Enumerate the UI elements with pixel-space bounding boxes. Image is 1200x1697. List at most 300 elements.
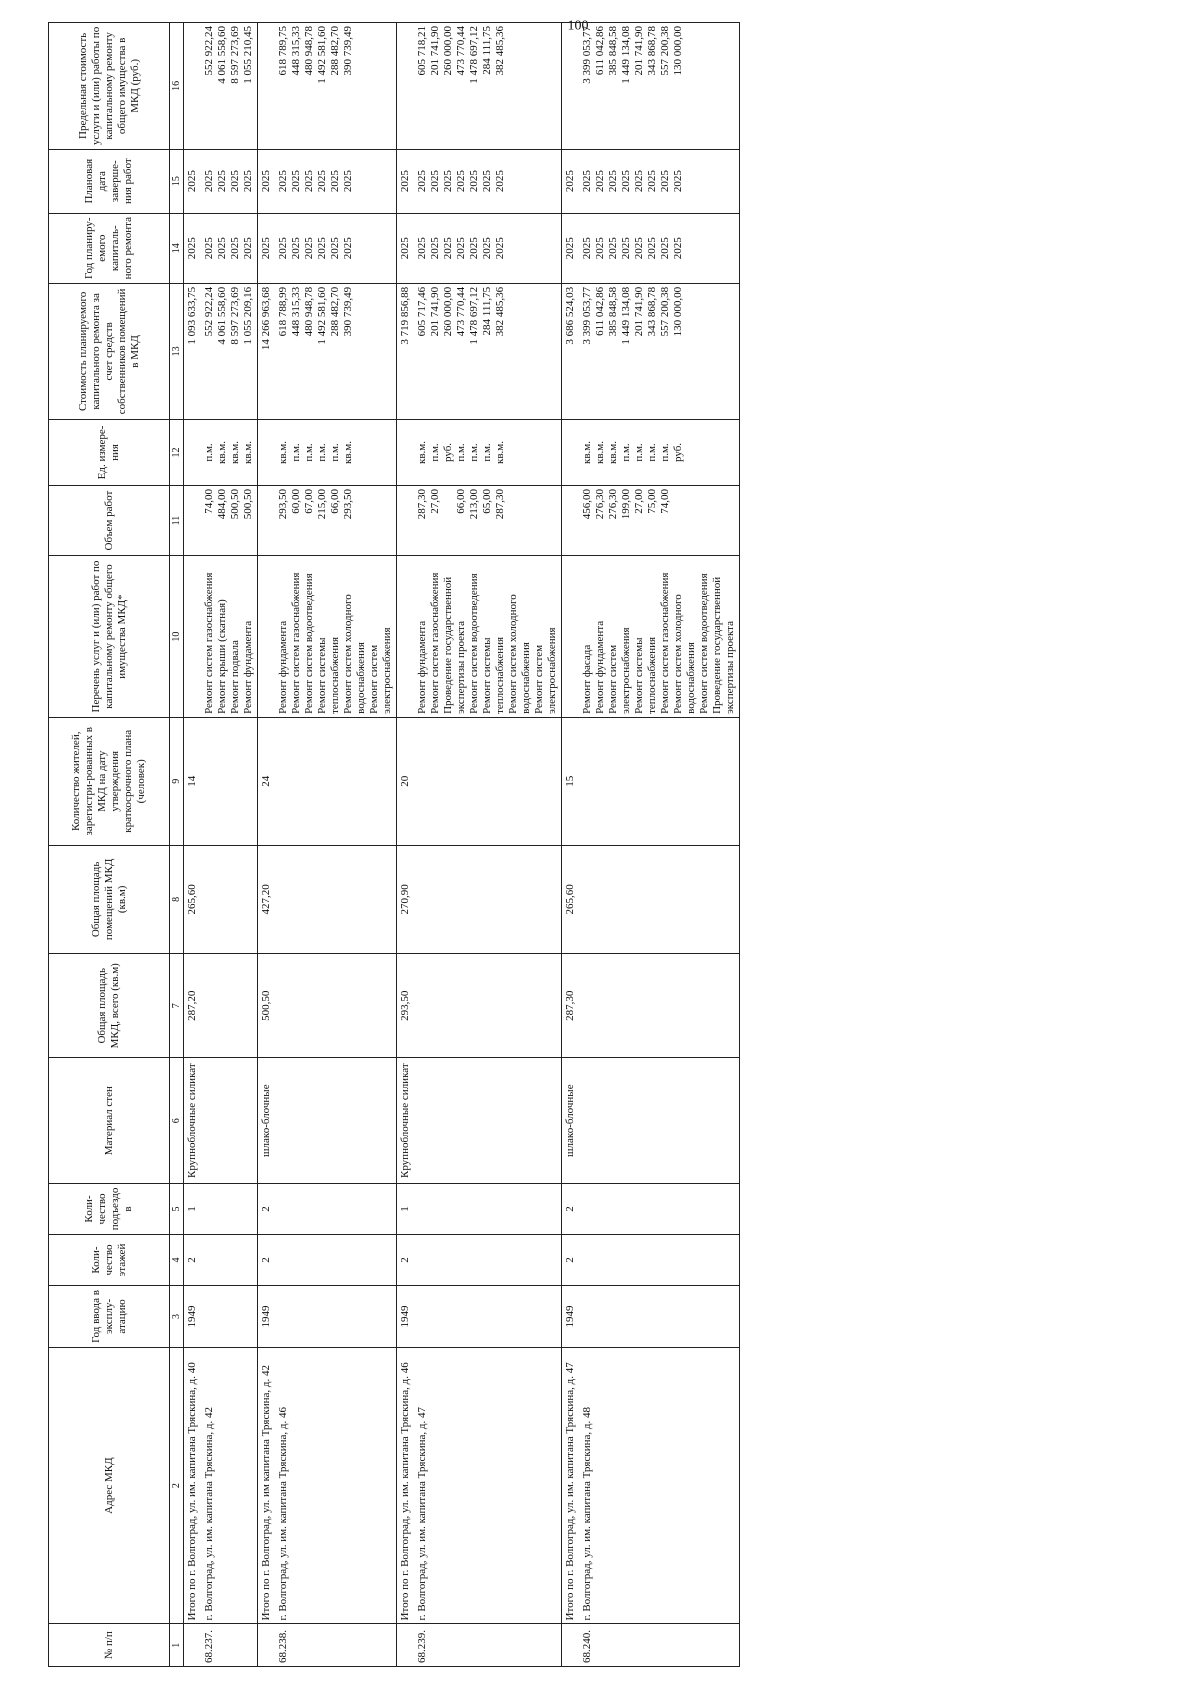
row-number: 68.239. — [414, 1624, 562, 1667]
entrances-count: 2 — [258, 1183, 276, 1234]
object-row — [201, 23, 258, 1667]
unit-value: п.м. — [620, 443, 632, 462]
date-value: 2025 — [581, 170, 593, 193]
unit-value: п.м. — [468, 443, 480, 462]
column-number: 12 — [170, 420, 184, 486]
empty-cell — [201, 954, 258, 1058]
unit-value: кв.м. — [607, 440, 619, 464]
column-number: 13 — [170, 283, 184, 419]
column-number: 4 — [170, 1235, 184, 1286]
row-number: 68.240. — [579, 1624, 740, 1667]
cost-value: 201 741,90 — [633, 286, 645, 337]
total-row — [562, 23, 580, 1667]
year-value: 2025 — [468, 237, 480, 260]
column-number: 2 — [170, 1347, 184, 1624]
header-row — [49, 23, 170, 1667]
empty-cell — [579, 954, 740, 1058]
limit-value: 4 061 558,60 — [216, 26, 228, 84]
cost-value: 385 848,58 — [607, 286, 619, 337]
unit-value: кв.м. — [581, 440, 593, 464]
date-value: 2025 — [342, 170, 354, 193]
residents-count: 15 — [562, 717, 580, 845]
cost-value: 1 478 697,12 — [468, 286, 480, 345]
year-value: 2025 — [442, 237, 454, 260]
work-item: Ремонт систем холодного водоснабжения — [342, 594, 367, 714]
unit-value: п.м. — [455, 443, 467, 462]
total-label: Итого по г. Волгоград, ул. им. капитана Тряскина, д. 40 — [184, 1347, 202, 1624]
header-cell: Объем работ — [49, 485, 170, 555]
volume-value: 199,00 — [620, 488, 632, 520]
plan-year: 2025 — [397, 213, 415, 283]
unit-value: руб. — [442, 442, 454, 463]
date-value: 2025 — [203, 170, 215, 193]
empty-cell — [201, 1183, 258, 1234]
units-list — [414, 420, 562, 486]
work-item: Ремонт фундамента — [277, 620, 289, 714]
cost-value: 201 741,90 — [429, 286, 441, 337]
empty-cell — [414, 717, 562, 845]
year-value: 2025 — [342, 237, 354, 260]
date-value: 2025 — [594, 170, 606, 193]
object-row — [275, 23, 397, 1667]
column-number: 1 — [170, 1624, 184, 1667]
cost-value: 605 717,46 — [416, 286, 428, 337]
work-item: Ремонт систем водоотведения — [698, 573, 710, 714]
object-address: г. Волгоград, ул. им. капитана Тряскина, д. 48 — [579, 1347, 740, 1624]
cost-value: 618 788,99 — [277, 286, 289, 337]
work-item: Ремонт фундамента — [594, 620, 606, 714]
year-value: 2025 — [242, 237, 254, 260]
object-address: г. Волгоград, ул. им. капитана Тряскина, д. 46 — [275, 1347, 397, 1624]
volume-value: 27,00 — [633, 488, 645, 514]
work-item: Ремонт систем электроснабжения — [607, 627, 632, 714]
work-item: Ремонт систем газоснабжения — [429, 572, 441, 714]
year-value: 2025 — [329, 237, 341, 260]
year-value: 2025 — [481, 237, 493, 260]
cost-value: 1 055 209,16 — [242, 286, 254, 345]
year-value: 2025 — [646, 237, 658, 260]
limits-list — [201, 23, 258, 150]
work-item: Ремонт систем водоотведения — [303, 573, 315, 714]
total-row — [397, 23, 415, 1667]
date-value: 2025 — [303, 170, 315, 193]
empty-cell — [201, 1058, 258, 1184]
year-value: 2025 — [277, 237, 289, 260]
limits-list — [579, 23, 740, 150]
limits-list — [275, 23, 397, 150]
column-number: 11 — [170, 485, 184, 555]
work-item: Проведение государственной экспертизы проекта — [711, 576, 736, 714]
end-date: 2025 — [184, 149, 202, 213]
unit-value: кв.м. — [216, 440, 228, 464]
column-number: 14 — [170, 213, 184, 283]
unit-value: п.м. — [646, 443, 658, 462]
page-number: 100 — [567, 18, 589, 34]
volume-value: 215,00 — [316, 488, 328, 520]
residents-count: 14 — [184, 717, 202, 845]
residents-count: 24 — [258, 717, 276, 845]
header-cell: Общая площадь помещений МКД (кв.м) — [49, 845, 170, 954]
empty-cell — [275, 717, 397, 845]
total-label: Итого по г. Волгоград, ул. им капитана Тряскина, д. 42 — [258, 1347, 276, 1624]
empty-cell — [414, 1286, 562, 1348]
row-number: 68.238. — [275, 1624, 397, 1667]
work-item: Ремонт фундамента — [416, 620, 428, 714]
total-area: 500,50 — [258, 954, 276, 1058]
column-number: 15 — [170, 149, 184, 213]
volume-value: 287,30 — [494, 488, 506, 520]
row-number-cell — [562, 1624, 580, 1667]
row-number-cell — [397, 1624, 415, 1667]
empty-cell — [275, 1235, 397, 1286]
unit-cell — [258, 420, 276, 486]
works-list — [414, 556, 562, 718]
object-row — [414, 23, 562, 1667]
rooms-area: 265,60 — [562, 845, 580, 954]
work-item: Ремонт систем холодного водоснабжения — [507, 594, 532, 714]
header-cell: Год ввода в эксплу-атацию — [49, 1286, 170, 1348]
empty-cell — [201, 1286, 258, 1348]
header-cell: Общая площадь МКД, всего (кв.м) — [49, 954, 170, 1058]
dates-list — [414, 149, 562, 213]
work-item: Ремонт подвала — [229, 640, 241, 714]
empty-cell — [579, 717, 740, 845]
commission-year: 1949 — [397, 1286, 415, 1348]
column-number: 3 — [170, 1286, 184, 1348]
plan-year: 2025 — [184, 213, 202, 283]
date-value: 2025 — [468, 170, 480, 193]
header-cell: Перечень услуг и (или) работ по капитальному ремонту общего имущества МКД* — [49, 556, 170, 718]
year-value: 2025 — [416, 237, 428, 260]
volume-cell — [258, 485, 276, 555]
work-item: Проведение государственной экспертизы проекта — [442, 576, 467, 714]
work-item: Ремонт систем газоснабжения — [290, 572, 302, 714]
date-value: 2025 — [329, 170, 341, 193]
limit-value: 382 485,36 — [494, 26, 506, 76]
years-list — [275, 213, 397, 283]
unit-value: п.м. — [290, 443, 302, 462]
limit-value: 390 739,49 — [342, 26, 354, 76]
limit-value: 1 055 210,45 — [242, 26, 254, 84]
work-item: Ремонт систем холодного водоснабжения — [672, 594, 697, 714]
volume-value: 60,00 — [290, 488, 302, 514]
total-row — [184, 23, 202, 1667]
date-value: 2025 — [481, 170, 493, 193]
year-value: 2025 — [581, 237, 593, 260]
commission-year: 1949 — [562, 1286, 580, 1348]
work-item: Ремонт системы теплоснабжения — [481, 636, 506, 714]
date-value: 2025 — [607, 170, 619, 193]
date-value: 2025 — [442, 170, 454, 193]
limit-cell — [397, 23, 415, 150]
cost-value: 557 200,38 — [659, 286, 671, 337]
cost-value: 382 485,36 — [494, 286, 506, 337]
work-item: Ремонт фундамента — [242, 620, 254, 714]
cost-value: 4 061 558,60 — [216, 286, 228, 345]
empty-cell — [275, 1058, 397, 1184]
unit-cell — [184, 420, 202, 486]
table-body — [184, 23, 740, 1667]
total-cost: 1 093 633,75 — [184, 283, 202, 419]
year-value: 2025 — [607, 237, 619, 260]
work-item: Ремонт системы теплоснабжения — [316, 636, 341, 714]
year-value: 2025 — [633, 237, 645, 260]
volume-value: 74,00 — [659, 488, 671, 514]
unit-value: кв.м. — [229, 440, 241, 464]
empty-cell — [201, 845, 258, 954]
cost-value: 8 597 273,69 — [229, 286, 241, 345]
limit-value: 201 741,90 — [633, 26, 645, 76]
limit-value: 611 042,86 — [594, 26, 606, 76]
plan-year: 2025 — [562, 213, 580, 283]
unit-value: кв.м. — [594, 440, 606, 464]
unit-value: п.м. — [481, 443, 493, 462]
year-value: 2025 — [216, 237, 228, 260]
entrances-count: 2 — [562, 1183, 580, 1234]
work-item: Ремонт систем электроснабжения — [533, 627, 558, 714]
unit-value: п.м. — [633, 443, 645, 462]
cost-value: 390 739,49 — [342, 286, 354, 337]
units-list — [201, 420, 258, 486]
empty-cell — [579, 1286, 740, 1348]
units-list — [579, 420, 740, 486]
limit-value: 618 789,75 — [277, 26, 289, 76]
end-date: 2025 — [397, 149, 415, 213]
plan-year: 2025 — [258, 213, 276, 283]
column-number: 16 — [170, 23, 184, 150]
empty-cell — [275, 954, 397, 1058]
object-address: г. Волгоград, ул. им. капитана Тряскина, д. 42 — [201, 1347, 258, 1624]
limit-value: 1 478 697,12 — [468, 26, 480, 84]
work-item: Ремонт систем водоотведения — [468, 573, 480, 714]
header-cell: Коли-чество подъездо в — [49, 1183, 170, 1234]
limit-value: 3 399 053,77 — [581, 26, 593, 84]
unit-value: п.м. — [329, 443, 341, 462]
date-value: 2025 — [494, 170, 506, 193]
works-cell — [397, 556, 415, 718]
year-value: 2025 — [429, 237, 441, 260]
unit-value: кв.м. — [416, 440, 428, 464]
dates-list — [579, 149, 740, 213]
empty-cell — [579, 1183, 740, 1234]
limit-cell — [184, 23, 202, 150]
row-number-cell — [184, 1624, 202, 1667]
header-cell: Адрес МКД — [49, 1347, 170, 1624]
date-value: 2025 — [620, 170, 632, 193]
unit-cell — [562, 420, 580, 486]
commission-year: 1949 — [184, 1286, 202, 1348]
date-value: 2025 — [216, 170, 228, 193]
date-value: 2025 — [659, 170, 671, 193]
volume-value: 500,50 — [229, 488, 241, 520]
costs-list — [414, 283, 562, 419]
works-cell — [562, 556, 580, 718]
volumes-list — [201, 485, 258, 555]
commission-year: 1949 — [258, 1286, 276, 1348]
cost-value: 552 922,24 — [203, 286, 215, 337]
year-value: 2025 — [455, 237, 467, 260]
volume-cell — [562, 485, 580, 555]
unit-value: кв.м. — [342, 440, 354, 464]
limit-value: 385 848,58 — [607, 26, 619, 76]
floors-count: 2 — [258, 1235, 276, 1286]
costs-list — [275, 283, 397, 419]
volume-value: 456,00 — [581, 488, 593, 520]
limit-value: 343 868,78 — [646, 26, 658, 76]
year-value: 2025 — [229, 237, 241, 260]
year-value: 2025 — [316, 237, 328, 260]
row-number-cell — [258, 1624, 276, 1667]
header-cell: Стоимость планируемого капитального ремонта за счет средств собственников помещений в МКД — [49, 283, 170, 419]
column-number-row — [170, 23, 184, 1667]
date-value: 2025 — [416, 170, 428, 193]
rooms-area: 427,20 — [258, 845, 276, 954]
cost-value: 130 000,00 — [672, 286, 684, 337]
limit-value: 201 741,90 — [429, 26, 441, 76]
cost-value: 343 868,78 — [646, 286, 658, 337]
date-value: 2025 — [672, 170, 684, 193]
volume-value: 287,30 — [416, 488, 428, 520]
empty-cell — [201, 1235, 258, 1286]
cost-value: 3 399 053,77 — [581, 286, 593, 345]
cost-value: 1 449 134,08 — [620, 286, 632, 345]
date-value: 2025 — [277, 170, 289, 193]
volume-value: 65,00 — [481, 488, 493, 514]
unit-value: кв.м. — [494, 440, 506, 464]
volume-value: 75,00 — [646, 488, 658, 514]
costs-list — [201, 283, 258, 419]
total-row — [258, 23, 276, 1667]
header-cell: Ед. измере-ния — [49, 420, 170, 486]
header-cell: Предельная стоимость услуги и (или) работы по капитальному ремонту общего имущества в МКД (руб.) — [49, 23, 170, 150]
volume-value — [672, 489, 685, 552]
year-value: 2025 — [290, 237, 302, 260]
volume-value: 276,30 — [607, 488, 619, 520]
column-number: 9 — [170, 717, 184, 845]
limit-value: 480 948,78 — [303, 26, 315, 76]
empty-cell — [275, 1183, 397, 1234]
limit-value: 552 922,24 — [203, 26, 215, 76]
volume-value: 213,00 — [468, 488, 480, 520]
empty-cell — [414, 954, 562, 1058]
volume-value: 293,50 — [342, 488, 354, 520]
rooms-area: 270,90 — [397, 845, 415, 954]
total-cost: 14 266 963,68 — [258, 283, 276, 419]
unit-value: руб. — [672, 442, 684, 463]
empty-cell — [579, 845, 740, 954]
volumes-list — [275, 485, 397, 555]
limit-value: 284 111,75 — [481, 26, 493, 75]
works-list — [579, 556, 740, 718]
empty-cell — [201, 717, 258, 845]
limit-value: 260 000,00 — [442, 26, 454, 76]
limits-list — [414, 23, 562, 150]
end-date: 2025 — [562, 149, 580, 213]
object-address: г. Волгоград, ул. им. капитана Тряскина, д. 47 — [414, 1347, 562, 1624]
cost-value: 611 042,86 — [594, 286, 606, 336]
unit-value: п.м. — [203, 443, 215, 462]
unit-value: п.м. — [429, 443, 441, 462]
unit-value: п.м. — [303, 443, 315, 462]
work-item: Ремонт системы теплоснабжения — [633, 636, 658, 714]
header-cell: Материал стен — [49, 1058, 170, 1184]
header-cell: Год планиру-емого капиталь-ного ремонта — [49, 213, 170, 283]
volume-value: 67,00 — [303, 488, 315, 514]
cost-value: 284 111,75 — [481, 286, 493, 336]
date-value: 2025 — [290, 170, 302, 193]
empty-cell — [275, 1286, 397, 1348]
wall-material: шлако-блочные — [258, 1058, 276, 1184]
limit-value: 8 597 273,69 — [229, 26, 241, 84]
volume-value: 500,50 — [242, 488, 254, 520]
total-label: Итого по г. Волгоград, ул. им. капитана Тряскина, д. 47 — [562, 1347, 580, 1624]
header-cell: Количество жителей, зарегистри-рованных в МКД на дату утверждения краткосрочного плана (человек) — [49, 717, 170, 845]
years-list — [414, 213, 562, 283]
dates-list — [275, 149, 397, 213]
date-value: 2025 — [646, 170, 658, 193]
cost-value: 448 315,33 — [290, 286, 302, 337]
empty-cell — [414, 1183, 562, 1234]
year-value: 2025 — [620, 237, 632, 260]
total-area: 287,30 — [562, 954, 580, 1058]
year-value: 2025 — [594, 237, 606, 260]
end-date: 2025 — [258, 149, 276, 213]
works-cell — [258, 556, 276, 718]
year-value: 2025 — [494, 237, 506, 260]
volume-value: 66,00 — [329, 488, 341, 514]
limit-cell — [258, 23, 276, 150]
limit-value: 557 200,38 — [659, 26, 671, 76]
limit-value: 448 315,33 — [290, 26, 302, 76]
units-list — [275, 420, 397, 486]
limit-cell — [562, 23, 580, 150]
cost-value: 1 492 581,60 — [316, 286, 328, 345]
year-value: 2025 — [203, 237, 215, 260]
volume-value: 74,00 — [203, 488, 215, 514]
volume-value: 293,50 — [277, 488, 289, 520]
limit-value: 130 000,00 — [672, 26, 684, 76]
wall-material: Крупноблочные силикат — [184, 1058, 202, 1184]
empty-cell — [579, 1058, 740, 1184]
volumes-list — [414, 485, 562, 555]
empty-cell — [414, 1058, 562, 1184]
work-item: Ремонт систем газоснабжения — [203, 572, 215, 714]
unit-value: кв.м. — [242, 440, 254, 464]
volume-value: 27,00 — [429, 488, 441, 514]
works-list — [201, 556, 258, 718]
row-number: 68.237. — [201, 1624, 258, 1667]
works-list — [275, 556, 397, 718]
total-label: Итого по г. Волгоград, ул. им. капитана Тряскина, д. 46 — [397, 1347, 415, 1624]
years-list — [201, 213, 258, 283]
column-number: 8 — [170, 845, 184, 954]
volume-value — [442, 489, 455, 552]
header-cell: Плановая дата заверше-ния работ — [49, 149, 170, 213]
total-cost: 3 719 856,88 — [397, 283, 415, 419]
cost-value: 473 770,44 — [455, 286, 467, 337]
dates-list — [201, 149, 258, 213]
entrances-count: 1 — [184, 1183, 202, 1234]
rooms-area: 265,60 — [184, 845, 202, 954]
date-value: 2025 — [316, 170, 328, 193]
work-item: Ремонт систем электроснабжения — [368, 627, 393, 714]
works-cell — [184, 556, 202, 718]
volumes-list — [579, 485, 740, 555]
header-cell: № п/п — [49, 1624, 170, 1667]
repair-plan-table — [48, 22, 740, 1667]
cost-value: 260 000,00 — [442, 286, 454, 337]
volume-cell — [397, 485, 415, 555]
